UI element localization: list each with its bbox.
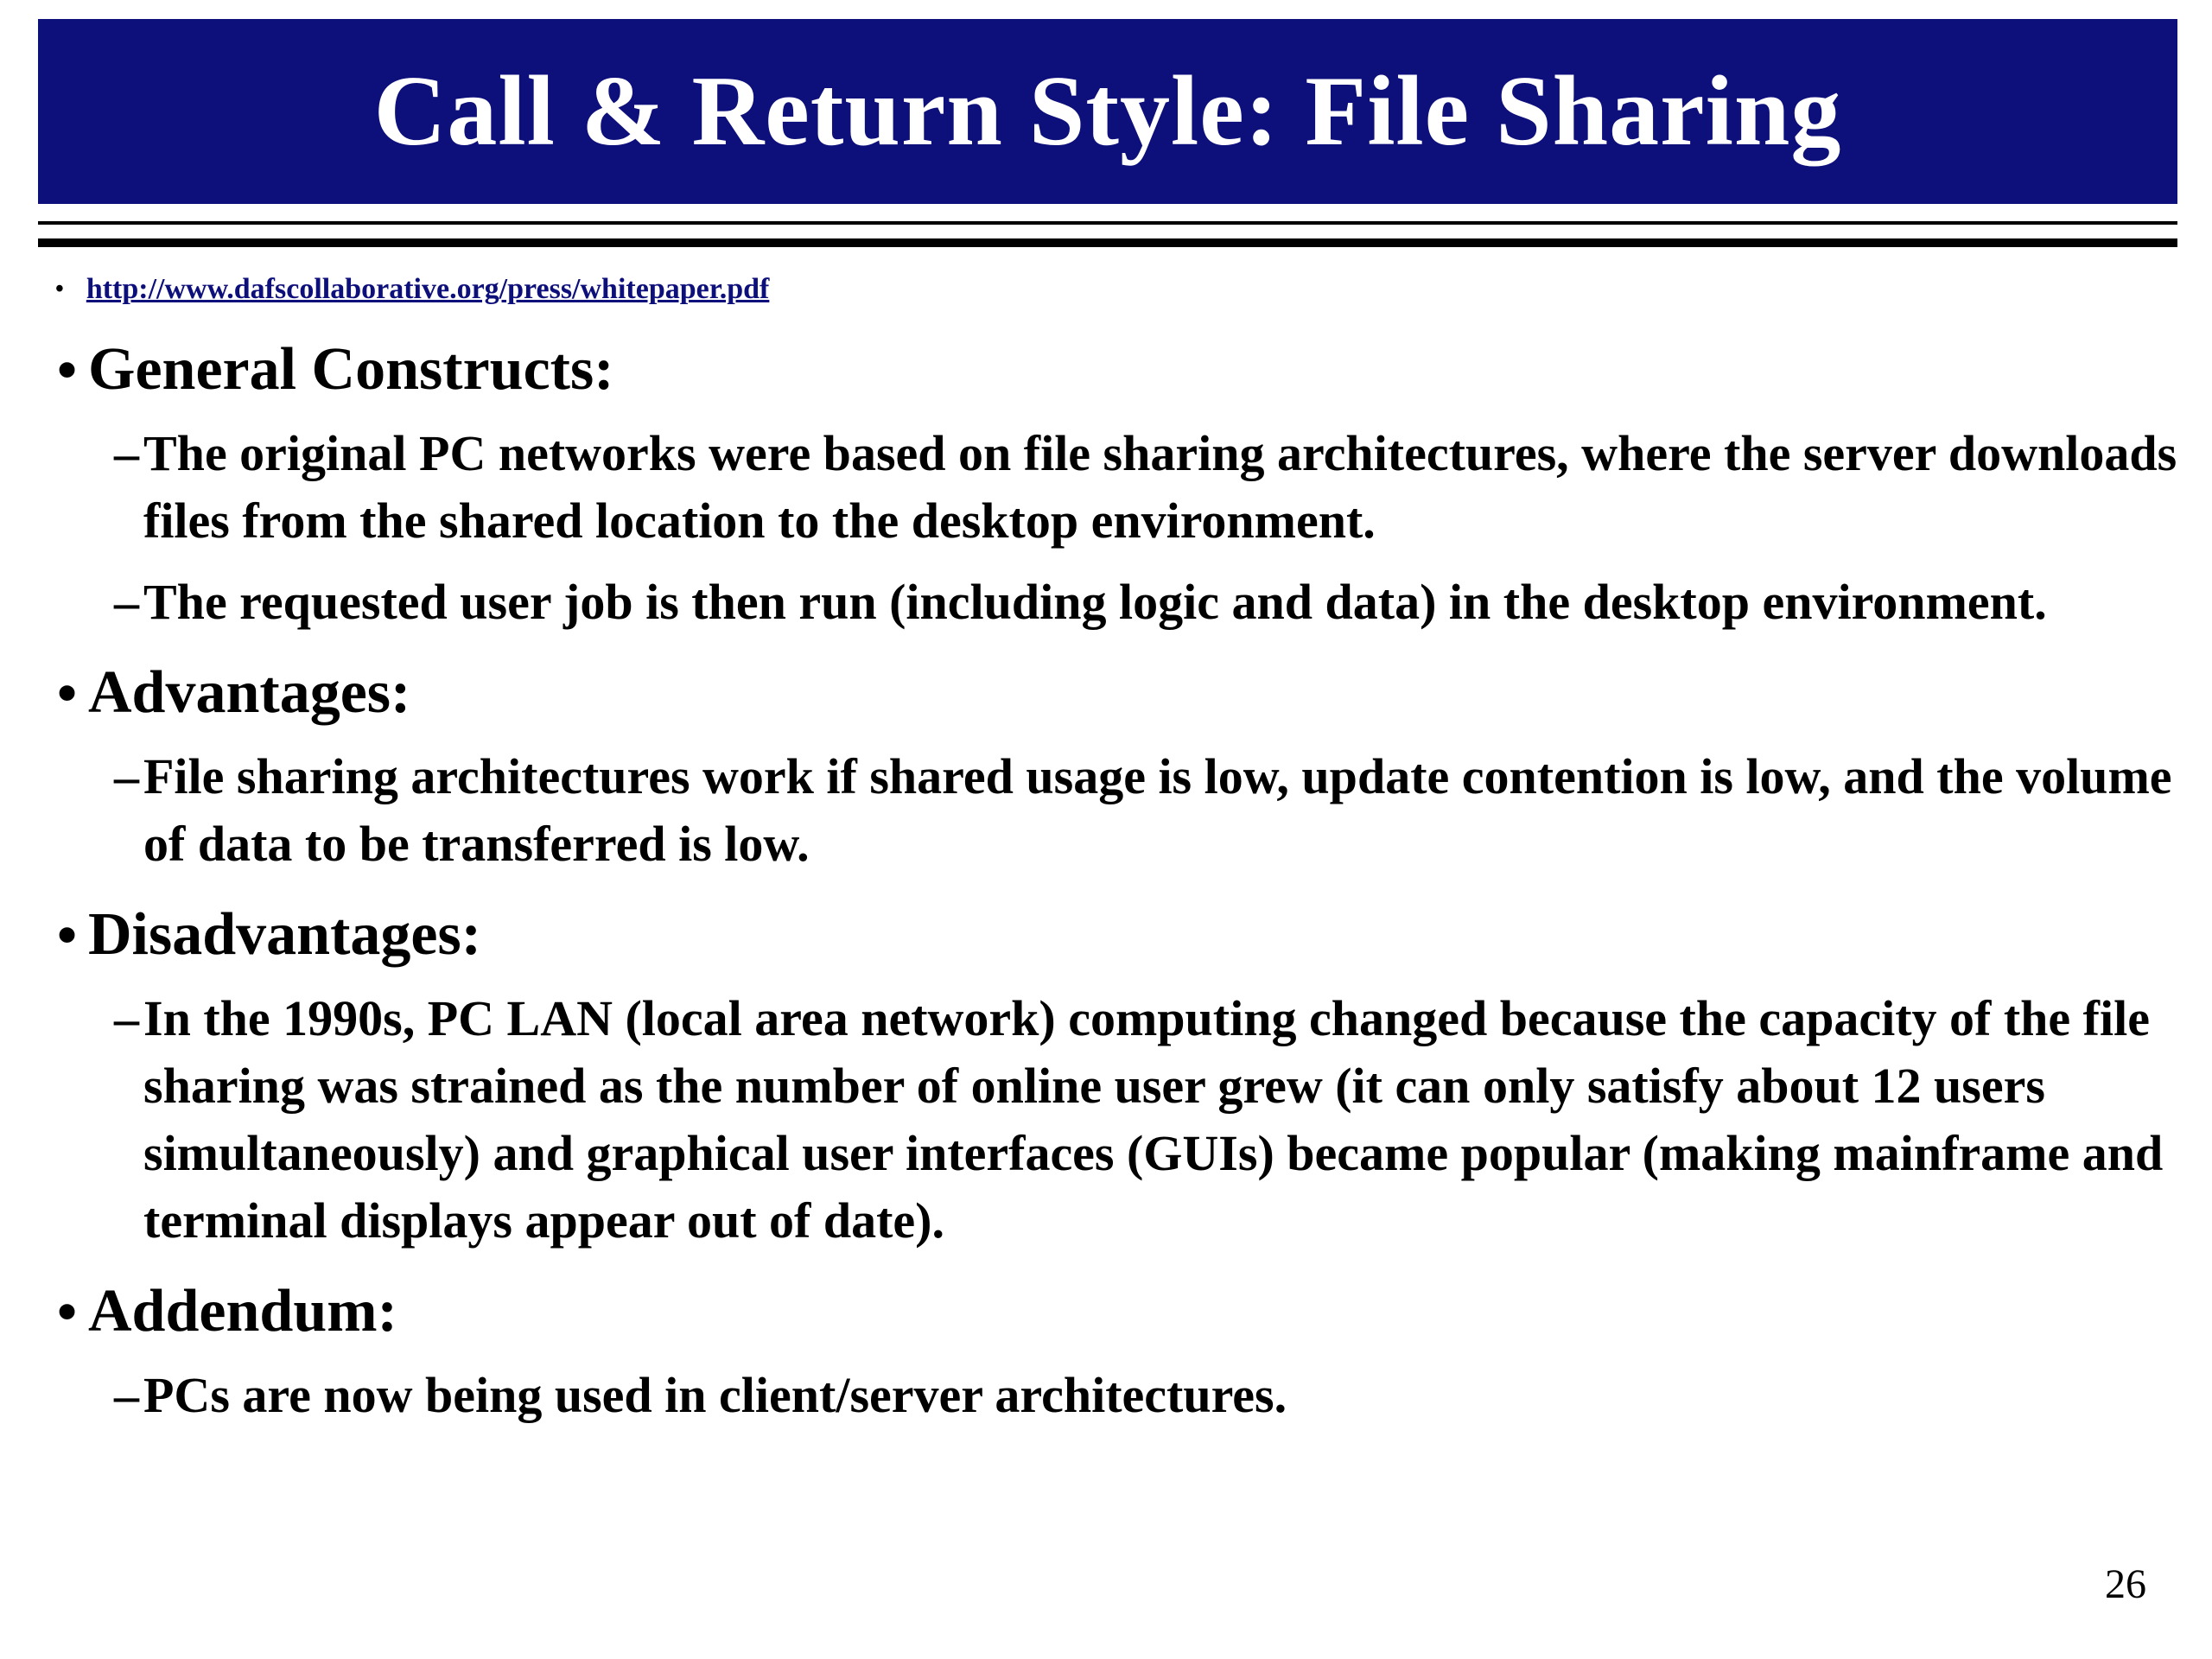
section-heading [57, 899, 2165, 971]
section-heading-text: Disadvantages: [88, 901, 482, 968]
dash-icon: – [114, 574, 139, 630]
section-disadvantages [57, 899, 2165, 1255]
title-banner [38, 19, 2177, 204]
bullet-icon: • [57, 1281, 78, 1344]
bullet-icon: • [57, 662, 78, 725]
section-heading [57, 1275, 2165, 1348]
list-item-text: The original PC networks were based on file sharing architectures, where the server downloads files from the shared location to the desktop environment. [143, 425, 2177, 549]
dash-icon: – [114, 425, 139, 481]
dash-icon: – [114, 748, 139, 804]
section-general-constructs [57, 334, 2177, 636]
slide-title: Call & Return Style: File Sharing [373, 56, 1842, 167]
section-heading-text: Addendum: [88, 1278, 397, 1344]
list-item-text: In the 1990s, PC LAN (local area network) computing changed because the capacity of the file sharing was strained as the number of online user grew (it can only satisfy about 12 users simultaneously) and graphical user interfaces (GUIs) became popular (making mainframe and terminal displays appear out of date). [143, 990, 2164, 1249]
list-item [57, 743, 2212, 878]
small-bullet-icon: • [55, 276, 64, 302]
section-heading-text: General Constructs: [88, 336, 614, 403]
section-heading [57, 657, 2165, 729]
section-heading-text: Advantages: [88, 659, 411, 726]
slide-content [57, 328, 2177, 1450]
reference-link-row [55, 273, 769, 306]
section-addendum [57, 1275, 2165, 1429]
reference-link[interactable]: http://www.dafscollaborative.org/press/whitepaper.pdf [86, 273, 770, 305]
list-item-text: PCs are now being used in client/server architectures. [143, 1367, 1287, 1423]
list-item-text: The requested user job is then run (including logic and data) in the desktop environment. [143, 574, 2047, 630]
bullet-icon: • [57, 904, 78, 967]
dash-icon: – [114, 1367, 139, 1423]
title-divider-thin [38, 221, 2177, 225]
section-advantages [57, 657, 2172, 878]
list-item [57, 569, 2212, 636]
page-number: 26 [2105, 1561, 2146, 1607]
list-item [57, 420, 2212, 555]
dash-icon: – [114, 990, 139, 1046]
title-divider-thick [38, 238, 2177, 247]
list-item-text: File sharing architectures work if shared usage is low, update contention is low, and the volume of data to be transferred is low. [143, 748, 2172, 872]
list-item [57, 1362, 2212, 1429]
section-heading [57, 334, 2165, 406]
list-item [57, 985, 2212, 1255]
bullet-icon: • [57, 339, 78, 402]
